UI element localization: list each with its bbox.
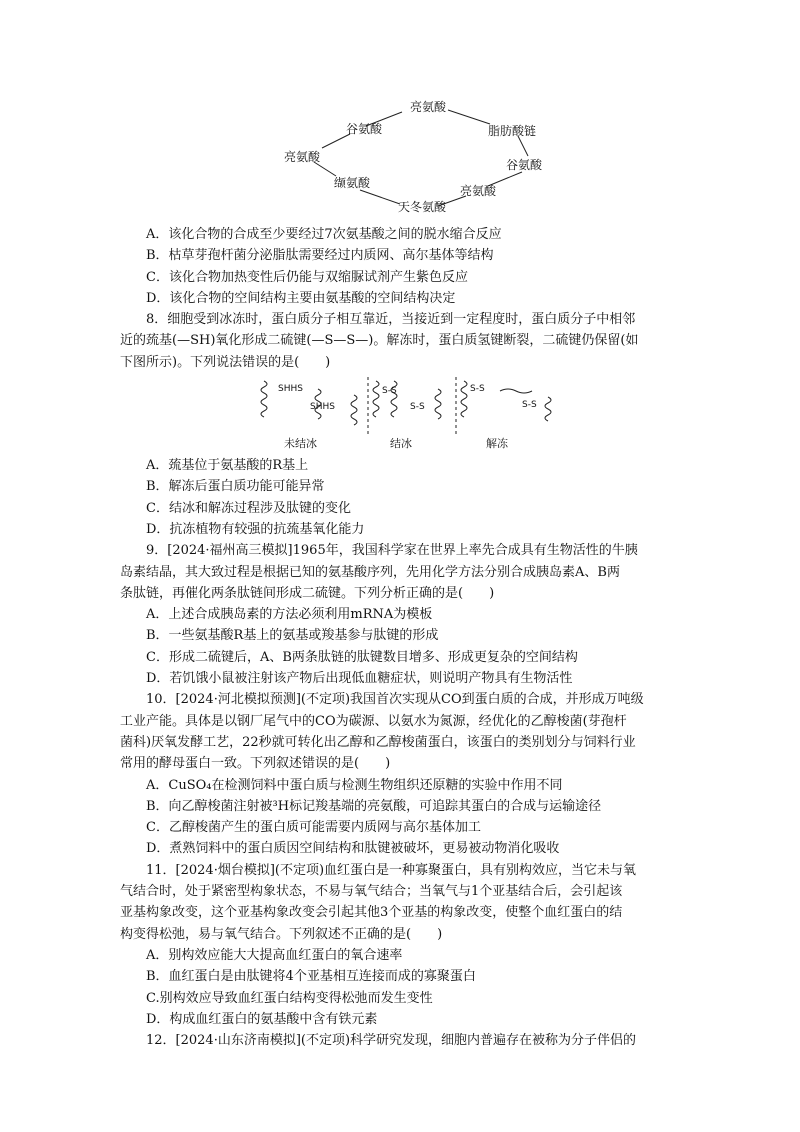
q8-stem-line: 近的巯基(—SH)氧化形成二硫键(—S—S—)。解冻时，蛋白质氢键断裂，二硫键仍保留(如 <box>120 333 639 349</box>
q7-option-b: B．枯草芽孢杆菌分泌脂肽需要经过内质网、高尔基体等结构 <box>146 248 494 264</box>
q8-option-a: A．巯基位于氨基酸的R基上 <box>146 458 309 474</box>
node-glutamate-upper: 谷氨酸 <box>346 122 383 136</box>
node-leucine-left: 亮氨酸 <box>284 150 321 164</box>
q11-option-a: A．别构效应能大大提高血红蛋白的氧合速率 <box>146 947 403 963</box>
q10-stem-line: 菌科)厌氧发酵工艺，22秒就可转化出乙醇和乙醇梭菌蛋白，该蛋白的类别划分与饲料行业 <box>120 734 636 750</box>
q10-stem-line: 10．[2024·河北模拟预测](不定项)我国首次实现从CO到蛋白质的合成，并形成万吨级 <box>146 692 644 708</box>
q11-option-d: D．构成血红蛋白的氨基酸中含有铁元素 <box>146 1011 378 1027</box>
q8-option-b: B．解冻后蛋白质功能可能异常 <box>146 479 325 495</box>
q9-stem <box>120 540 680 604</box>
q8-stem <box>120 309 680 373</box>
q11-option-b: B．血红蛋白是由肽键将4个亚基相互连接而成的寡聚蛋白 <box>146 969 476 985</box>
question-text-block <box>120 224 680 1051</box>
q11-stem-line: 气结合时，处于紧密型构象状态，不易与氧气结合；当氧气与1个亚基结合后，会引起该 <box>120 884 623 900</box>
q10-stem-line: 常用的酵母蛋白一致。下列叙述错误的是( ) <box>120 756 391 772</box>
q12-stem <box>120 1030 680 1051</box>
q11-option-c: C.别构效应导致血红蛋白结构变得松弛而发生变性 <box>146 990 433 1006</box>
ss-label-freeze-1: S-S <box>382 386 397 397</box>
q8-option-c: C．结冰和解冻过程涉及肽键的变化 <box>146 500 351 516</box>
node-fatty-acid-chain: 脂肪酸链 <box>488 124 537 138</box>
ss-label-thaw-2: S-S <box>522 400 537 411</box>
sh-label-lower: SHHS <box>310 402 335 413</box>
node-glutamate-right: 谷氨酸 <box>506 158 543 172</box>
q11-stem-line: 11．[2024·烟台模拟](不定项)血红蛋白是一种寡聚蛋白，具有别构效应，当它未与氧 <box>146 862 637 878</box>
q10-stem-line: 工业产能。具体是以钢厂尾气中的CO为碳源、以氨水为氮源，经优化的乙醇梭菌(芽孢杆 <box>120 713 627 729</box>
ss-label-freeze-2: S-S <box>410 402 425 413</box>
caption-thawed: 解冻 <box>486 437 508 451</box>
freeze-thaw-figure <box>120 375 680 451</box>
q9-option-a: A．上述合成胰岛素的方法必须利用mRNA为模板 <box>146 607 433 623</box>
q8-stem-line: 下图所示)。下列说法错误的是( ) <box>120 354 331 370</box>
q7-option-c: C．该化合物加热变性后仍能与双缩脲试剂产生紫色反应 <box>146 269 468 285</box>
caption-unfrozen: 未结冰 <box>284 437 317 451</box>
q9-stem-line: 9．[2024·福州高三模拟]1965年，我国科学家在世界上率先合成具有生物活性的牛胰 <box>146 543 638 559</box>
q9-option-c: C．形成二硫键后，A、B两条肽链的肽键数目增多、形成更复杂的空间结构 <box>146 649 578 665</box>
q8-stem-line: 8．细胞受到冰冻时，蛋白质分子相互靠近，当接近到一定程度时，蛋白质分子中相邻 <box>146 312 636 328</box>
node-leucine-top: 亮氨酸 <box>410 100 447 114</box>
node-leucine-right: 亮氨酸 <box>460 184 497 198</box>
q11-stem-line: 亚基构象改变，这个亚基构象改变会引起其他3个亚基的构象改变，使整个血红蛋白的结 <box>120 905 623 921</box>
lipopeptide-ring-diagram <box>270 96 570 220</box>
q9-option-b: B．一些氨基酸R基上的氨基或羧基参与肽键的形成 <box>146 628 439 644</box>
sh-label-upper: SHHS <box>278 384 303 395</box>
q9-option-d: D．若饥饿小鼠被注射该产物后出现低血糖症状，则说明产物具有生物活性 <box>146 671 573 687</box>
q9-stem-line: 条肽链，再催化两条肽链间形成二硫键。下列分析正确的是( ) <box>120 585 495 601</box>
q10-option-d: D．煮熟饲料中的蛋白质因空间结构和肽键被破坏，更易被动物消化吸收 <box>146 841 560 857</box>
q10-option-a: A．CuSO₄在检测饲料中蛋白质与检测生物组织还原糖的实验中作用不同 <box>146 777 563 793</box>
q7-option-d: D．该化合物的空间结构主要由氨基酸的空间结构决定 <box>146 290 456 306</box>
ss-label-thaw-1: S-S <box>470 384 485 395</box>
q7-option-a: A．该化合物的合成至少要经过7次氨基酸之间的脱水缩合反应 <box>146 227 502 242</box>
q10-option-c: C．乙醇梭菌产生的蛋白质可能需要内质网与高尔基体加工 <box>146 820 481 836</box>
node-valine: 缬氨酸 <box>334 176 371 190</box>
q10-option-b: B．向乙醇梭菌注射被³H标记羧基端的亮氨酸，可追踪其蛋白的合成与运输途径 <box>146 798 602 814</box>
q12-stem-line: 12．[2024·山东济南模拟](不定项)科学研究发现，细胞内普遍存在被称为分子伴侣的 <box>146 1033 637 1049</box>
q8-option-d: D．抗冻植物有较强的抗巯基氧化能力 <box>146 521 365 537</box>
caption-frozen: 结冰 <box>390 437 412 451</box>
node-aspartate: 天冬氨酸 <box>398 200 447 214</box>
q11-stem <box>120 860 680 945</box>
q9-stem-line: 岛素结晶，其大致过程是根据已知的氨基酸序列，先用化学方法分别合成胰岛素A、B两 <box>120 564 620 580</box>
q11-stem-line: 构变得松弛，易与氧气结合。下列叙述不正确的是( ) <box>120 926 443 942</box>
q10-stem <box>120 689 680 774</box>
